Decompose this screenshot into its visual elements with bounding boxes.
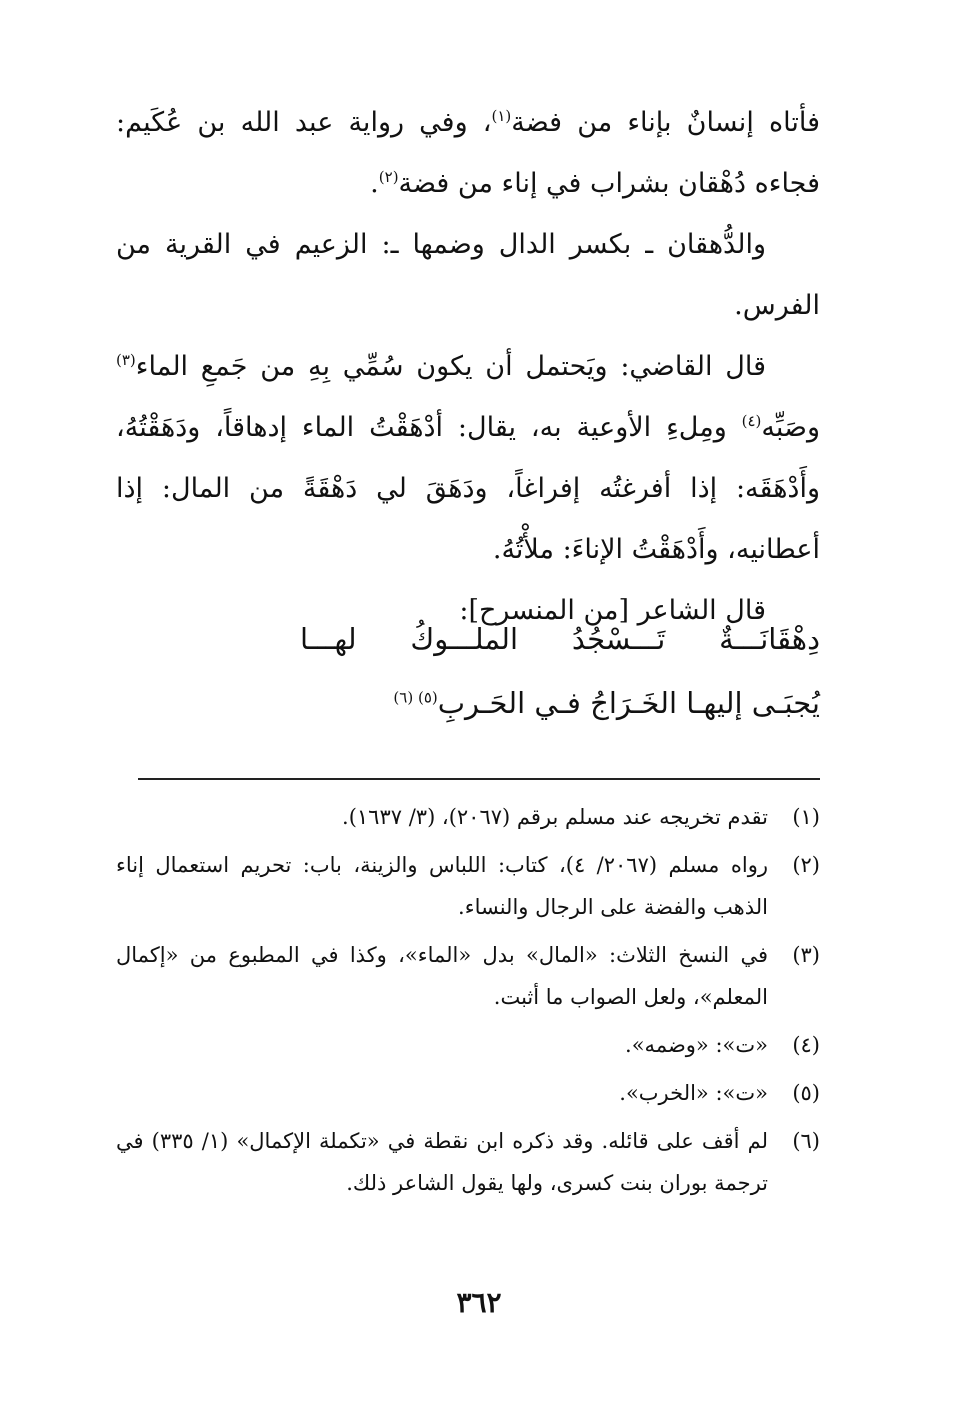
footnote-separator [138, 778, 820, 780]
footnote-number: (٦) [792, 1129, 820, 1153]
footnote-text: رواه مسلم (٢٠٦٧/ ٤)، كتاب: اللباس والزينة، باب: تحريم استعمال إناء الذهب والفضة على الرجال والنساء. [116, 853, 768, 919]
footnote-number: (٤) [792, 1033, 820, 1057]
verse-line-1: دِهْقَانَـــةٌ تَـــسْجُدُ الملـــوكُ لهـــا [300, 622, 820, 656]
footnote-ref-1[interactable]: (١) [491, 107, 512, 125]
poem-intro: قال الشاعر [من المنسرح]: [459, 595, 766, 626]
footnote [116, 796, 820, 838]
verse-text: يُجبَـى إليهـا الخَـرَاجُ فـي الحَـربِ [437, 686, 820, 720]
footnote-number: (٣) [792, 943, 820, 967]
footnote-ref-2[interactable]: (٢) [378, 168, 399, 186]
footnotes [116, 796, 820, 1210]
footnote-number: (٢) [792, 853, 820, 877]
footnote [116, 1120, 820, 1204]
footnote [116, 934, 820, 1018]
footnote-number: (١) [792, 805, 820, 829]
main-text [116, 92, 820, 641]
footnote-ref-4[interactable]: (٤) [741, 412, 762, 430]
footnote-ref-5-6[interactable]: (٥) (٦) [393, 688, 438, 707]
footnote [116, 1024, 820, 1066]
text-span: وصَبِّه [761, 412, 820, 443]
text-span: فأتاه إنسانٌ بإناء من فضة [511, 107, 820, 138]
verse-line-2 [393, 686, 820, 720]
text-span: . [370, 168, 379, 199]
paragraph-3 [116, 336, 820, 580]
paragraph-1 [116, 92, 820, 214]
footnote-text: لم أقف على قائله. وقد ذكره ابن نقطة في «تكملة الإكمال» (١/ ٣٣٥) في ترجمة بوران بنت كسرى، ولها يقول الشاعر ذلك. [116, 1129, 768, 1195]
footnote-text: «ت»: «الخرب». [619, 1081, 768, 1105]
text-span: ، وفي رواية عبد الله بن عُكَيم: فجاءه دُهْقان بشراب في إناء من فضة [116, 107, 820, 199]
footnote [116, 1072, 820, 1114]
page-number: ٣٦٢ [456, 1286, 502, 1319]
footnote [116, 844, 820, 928]
paragraph-2: والدُّهقان ـ بكسر الدال وضمها ـ: الزعيم في القرية من الفرس. [116, 229, 820, 321]
footnote-ref-3[interactable]: (٣) [116, 351, 136, 369]
footnote-number: (٥) [792, 1081, 820, 1105]
text-span: قال القاضي: ويَحتمل أن يكون سُمِّي بِهِ من جَمعِ الماء [135, 351, 766, 382]
footnote-text: «ت»: «وضمه». [625, 1033, 768, 1057]
footnote-text: في النسخ الثلاث: «المال» بدل «الماء»، وكذا في المطبوع من «إكمال المعلم»، ولعل الصواب ما أثبت. [116, 943, 768, 1009]
footnote-text: تقدم تخريجه عند مسلم برقم (٢٠٦٧)، (٣/ ١٦٣٧). [342, 805, 768, 829]
text-span: ومِلءِ الأوعية به، يقال: أدْهَقْتُ الماء إدهاقاً، ودَهَقْتُهُ، وأَدْهَقَه: إذا أفرغتُه إفراغاً، ودَهَقَ لي دَهْقَةً من المال: إذا أعطانيه، وأَدْهَقْتُ الإناءَ: ملأْتُهُ. [116, 412, 820, 565]
